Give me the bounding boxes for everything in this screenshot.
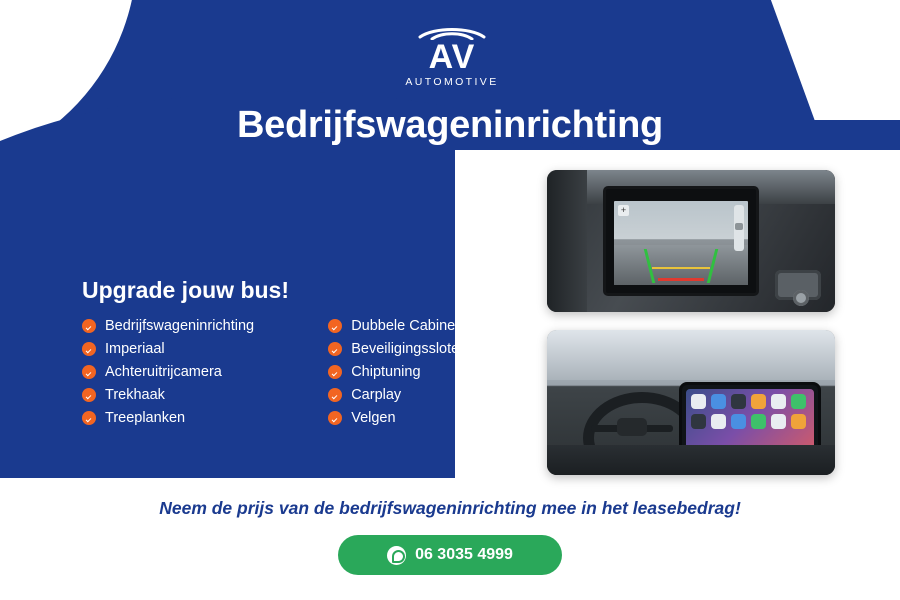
windshield bbox=[547, 330, 835, 380]
check-circle-icon bbox=[328, 342, 342, 356]
app-icon bbox=[791, 414, 806, 429]
list-item-label: Treeplanken bbox=[105, 410, 186, 426]
feature-column-2 bbox=[328, 318, 502, 426]
list-item bbox=[328, 410, 502, 426]
app-icon bbox=[751, 394, 766, 409]
list-item-label: Trekhaak bbox=[105, 387, 165, 403]
check-circle-icon bbox=[82, 342, 96, 356]
infotainment-screen bbox=[603, 186, 759, 296]
whatsapp-icon bbox=[387, 546, 406, 565]
cta-label: 06 3035 4999 bbox=[415, 546, 513, 563]
plus-icon: + bbox=[618, 205, 629, 216]
section-subtitle: Upgrade jouw bus! bbox=[82, 277, 289, 303]
list-item-label: Chiptuning bbox=[351, 364, 421, 380]
list-item-label: Velgen bbox=[351, 410, 396, 426]
app-icon bbox=[691, 414, 706, 429]
whatsapp-cta-button[interactable] bbox=[338, 535, 562, 575]
upgrade-section bbox=[82, 277, 502, 426]
header-wedge-left-2 bbox=[0, 0, 162, 60]
photo-cockpit-display bbox=[547, 330, 835, 475]
guideline-yellow bbox=[652, 267, 710, 269]
list-item bbox=[328, 364, 502, 380]
app-icon bbox=[711, 394, 726, 409]
guideline-red bbox=[658, 278, 704, 281]
tagline: Neem de prijs van de bedrijfswageninrichting mee in het leasebedrag! bbox=[159, 498, 741, 518]
app-icon bbox=[771, 414, 786, 429]
dashboard-pad bbox=[547, 445, 835, 475]
list-item bbox=[328, 318, 502, 334]
slider-control bbox=[734, 205, 744, 251]
a-pillar bbox=[547, 170, 587, 312]
check-circle-icon bbox=[328, 365, 342, 379]
check-circle-icon bbox=[82, 411, 96, 425]
app-icon bbox=[731, 394, 746, 409]
check-circle-icon bbox=[328, 388, 342, 402]
list-item bbox=[328, 341, 502, 357]
feature-column-1 bbox=[82, 318, 300, 426]
list-item bbox=[328, 387, 502, 403]
check-circle-icon bbox=[328, 411, 342, 425]
feature-columns bbox=[82, 318, 502, 426]
list-item-label: Carplay bbox=[351, 387, 402, 403]
list-item bbox=[82, 341, 300, 357]
list-item bbox=[82, 364, 300, 380]
brand-logo bbox=[388, 26, 516, 89]
check-circle-icon bbox=[82, 388, 96, 402]
check-circle-icon bbox=[328, 319, 342, 333]
list-item-label: Imperiaal bbox=[105, 341, 165, 357]
logo-mark: AV bbox=[428, 38, 476, 76]
header-wedge-right bbox=[745, 0, 900, 120]
photo-reverse-camera bbox=[547, 170, 835, 312]
list-item-label: Beveiligingssloten bbox=[351, 341, 468, 357]
list-item-label: Dubbele Cabine bbox=[351, 318, 456, 334]
app-icon bbox=[711, 414, 726, 429]
app-icon bbox=[751, 414, 766, 429]
page-title: Bedrijfswageninrichting bbox=[237, 104, 663, 146]
app-icon bbox=[691, 394, 706, 409]
app-icon bbox=[731, 414, 746, 429]
logo-subtitle: AUTOMOTIVE bbox=[405, 76, 499, 88]
camera-feed bbox=[614, 201, 748, 285]
list-item-label: Achteruitrijcamera bbox=[105, 364, 222, 380]
check-circle-icon bbox=[82, 319, 96, 333]
list-item-label: Bedrijfswageninrichting bbox=[105, 318, 255, 334]
list-item bbox=[82, 387, 300, 403]
control-knob bbox=[793, 290, 809, 306]
app-grid bbox=[686, 389, 814, 453]
steering-wheel-hub bbox=[617, 418, 647, 436]
list-item bbox=[82, 410, 300, 426]
app-icon bbox=[791, 394, 806, 409]
app-icon bbox=[771, 394, 786, 409]
list-item bbox=[82, 318, 300, 334]
check-circle-icon bbox=[82, 365, 96, 379]
